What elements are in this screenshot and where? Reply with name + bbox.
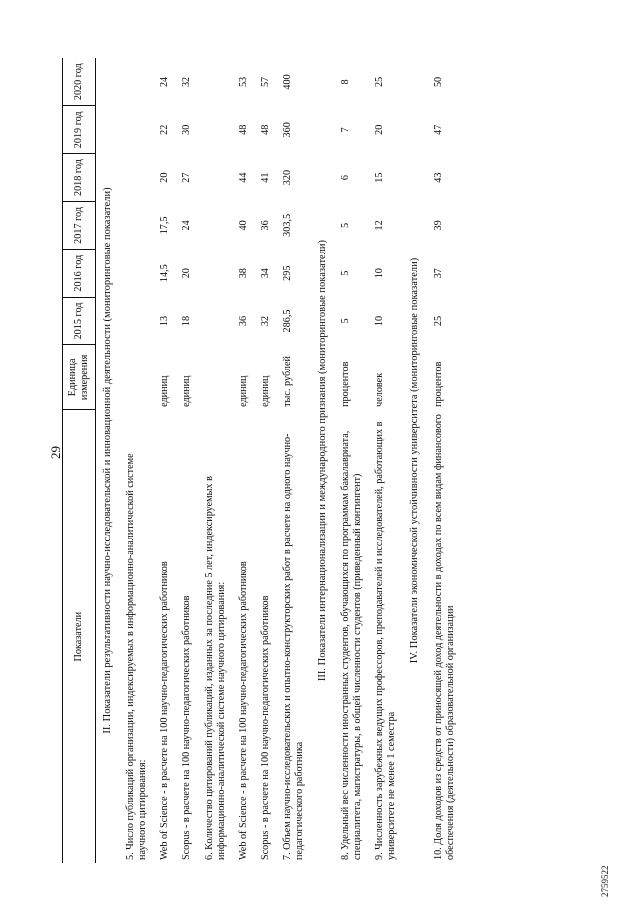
table-row (335, 58, 369, 863)
row-5b-2020: 32 (181, 76, 193, 88)
row-6b-2020: 57 (259, 76, 271, 88)
row-10-unit: процентов (432, 361, 444, 407)
row-10-2017: 39 (432, 220, 444, 231)
row-10-2015: 25 (432, 315, 444, 327)
table-row (176, 58, 198, 863)
header-year-2017: 2017 год (63, 201, 96, 249)
row-7-label: 7. Объем научно-исследовательских и опытно-конструкторских работ в расчете на одного научно-педагогического работника (281, 433, 305, 860)
row-5a-2016: 14,5 (159, 264, 171, 283)
row-9-2019: 20 (374, 124, 386, 135)
table-row (428, 58, 462, 863)
row-10-2020: 50 (432, 76, 444, 88)
row-6-label: 6. Количество цитирований публикаций, изданных за последние 5 лет, индексируемых в информационно-аналитической системе научного цитирования: (203, 476, 227, 860)
row-6b-2017: 36 (259, 220, 271, 231)
row-9-2017: 12 (374, 220, 386, 231)
row-9-label: 9. Численность зарубежных ведущих профессоров, преподавателей и исследователей, работающих в университете не менее 1 семестра (374, 421, 398, 860)
table-row (199, 58, 233, 863)
row-6a-2018: 44 (237, 172, 249, 183)
row-5a-2020: 24 (159, 76, 171, 88)
row-6b-2018: 41 (259, 172, 271, 183)
row-7-2016: 295 (281, 265, 293, 281)
header-year-2015: 2015 год (63, 297, 96, 345)
row-7-unit: тыс. рублей (281, 356, 293, 407)
row-5a-unit: единиц (159, 375, 171, 407)
row-6a-label: Web of Science - в расчете на 100 научно-педагогических работников (237, 561, 249, 860)
section-4-title: IV. Показатели экономической устойчивности университета (мониторинговые показатели) (409, 257, 421, 664)
header-year-2020: 2020 год (63, 58, 96, 106)
header-year-2018: 2018 год (63, 154, 96, 202)
row-10-2019: 47 (432, 124, 444, 135)
row-7-2020: 400 (281, 74, 293, 90)
row-6a-2016: 38 (237, 268, 249, 279)
row-9-2020: 25 (374, 76, 386, 88)
row-9-unit: человек (374, 372, 386, 407)
row-6b-unit: единиц (259, 375, 271, 407)
row-6a-2019: 48 (237, 124, 249, 135)
row-5b-2015: 18 (181, 315, 193, 327)
row-5b-label: Scopus - в расчете на 100 научно-педагогических работников (181, 595, 193, 860)
header-indicator: Показатели (63, 410, 96, 863)
row-8-2018: 6 (340, 175, 352, 181)
row-5b-unit: единиц (181, 375, 193, 407)
row-7-2015: 286,5 (281, 309, 293, 333)
row-6b-2016: 34 (259, 268, 271, 279)
row-5b-2018: 27 (181, 172, 193, 183)
row-5a-2017: 17,5 (159, 216, 171, 235)
indicators-table (62, 58, 462, 863)
row-9-2018: 15 (374, 172, 386, 183)
table-row (120, 58, 154, 863)
row-6b-label: Scopus - в расчете на 100 научно-педагогических работников (259, 595, 271, 860)
row-5a-2015: 13 (159, 315, 171, 327)
row-8-2019: 7 (340, 127, 352, 133)
page-number: 29 (48, 446, 63, 459)
section-3-title: III. Показатели интернационализации и международного признания (мониторинговые показатели) (316, 239, 328, 682)
section-heading (311, 58, 335, 863)
header-year-2019: 2019 год (63, 106, 96, 154)
document-id: 2759522 (600, 865, 610, 897)
row-5-label: 5. Число публикаций организации, индексируемых в информационно-аналитической системе научного цитирования: (125, 453, 149, 860)
row-5b-2016: 20 (181, 268, 193, 279)
table-row (369, 58, 403, 863)
row-6a-2020: 53 (237, 76, 249, 88)
row-9-2016: 10 (374, 268, 386, 279)
row-8-2020: 8 (340, 79, 352, 85)
table-row (154, 58, 176, 863)
row-8-unit: процентов (340, 361, 352, 407)
row-5a-2019: 22 (159, 124, 171, 135)
row-7-2018: 320 (281, 169, 293, 186)
row-10-2016: 37 (432, 268, 444, 279)
section-2-title: II. Показатели результативности научно-исследовательской и инновационной деятельности (мониторинговые показатели) (102, 187, 113, 734)
row-6a-unit: единиц (237, 375, 249, 407)
row-7-2017: 303,5 (281, 213, 293, 237)
row-8-2016: 5 (340, 270, 352, 276)
section-heading (96, 58, 121, 863)
row-5b-2019: 30 (181, 124, 193, 135)
row-10-2018: 43 (432, 172, 444, 183)
table-row (255, 58, 277, 863)
row-6b-2015: 32 (259, 315, 271, 327)
row-6a-2015: 36 (237, 315, 249, 327)
header-year-2016: 2016 год (63, 249, 96, 297)
header-unit: Единица измерения (63, 345, 96, 410)
row-7-2019: 360 (281, 122, 293, 138)
row-8-2015: 5 (340, 318, 352, 324)
row-5b-2017: 24 (181, 220, 193, 231)
row-9-2015: 10 (374, 315, 386, 327)
row-8-2017: 5 (340, 222, 352, 228)
table-row (233, 58, 255, 863)
table-row (277, 58, 311, 863)
row-5a-label: Web of Science - в расчете на 100 научно-педагогических работников (159, 561, 171, 860)
section-heading (403, 58, 427, 863)
table-header-row (63, 58, 96, 863)
row-8-label: 8. Удельный вес численности иностранных студентов, обучающихся по программам бакалавриата, специалитета, магистратуры, в общей численности студентов (приведенный контингент) (340, 430, 364, 860)
row-6a-2017: 40 (237, 220, 249, 231)
row-10-label: 10. Доля доходов из средств от приносящей доход деятельности в доходах по всем видам финансового обеспечения (деятельности) образовательной организации (432, 414, 456, 860)
row-6b-2019: 48 (259, 124, 271, 135)
row-5a-2018: 20 (159, 172, 171, 183)
